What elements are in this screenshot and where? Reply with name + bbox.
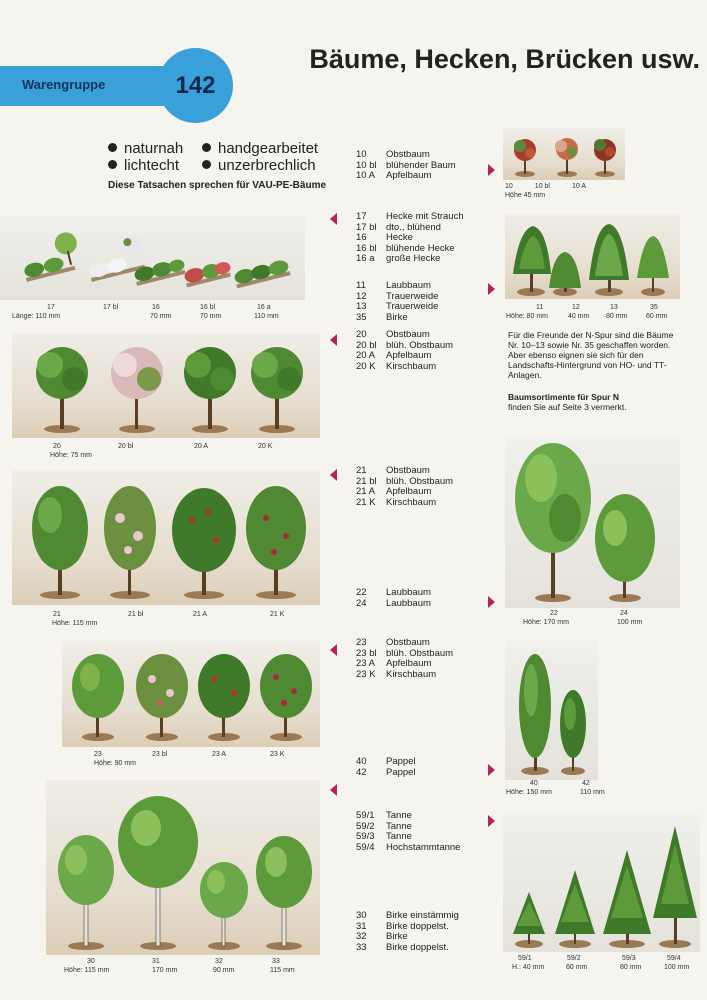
caption-p9-s2: 170 mm: [152, 967, 178, 974]
list-item: 59/1 Tanne: [356, 810, 412, 821]
caption-p9-l1: 30: [87, 958, 95, 965]
bullet-icon: [202, 160, 211, 169]
caption-p6-l1: 22: [550, 610, 558, 617]
caption-p3-s1: Höhe: 80 mm: [506, 313, 549, 320]
list-item: 17 bl dto., blühend: [356, 221, 441, 233]
photo-trees-22-art: [505, 438, 680, 608]
photo-birches-art: [46, 780, 320, 955]
pointer-right-icon: [488, 764, 495, 776]
caption-p5-l2: 21 bl: [128, 611, 144, 618]
list-item: 21 K Kirschbaum: [356, 496, 437, 508]
caption-p9-s4: 115 mm: [270, 967, 295, 974]
bullet-icon: [202, 143, 211, 152]
pointer-left-icon: [330, 644, 337, 656]
group-band: [0, 66, 165, 106]
caption-p3-l2: 12: [572, 304, 580, 311]
photo-trees-21-art: [12, 470, 320, 605]
caption-p1-size: Höhe 45 mm: [505, 192, 546, 199]
feature-list-1: [108, 140, 183, 174]
caption-p8-l2: 42: [582, 780, 590, 787]
caption-p10-l4: 59/4: [667, 955, 681, 962]
tagline: Diese Tatsachen sprechen für VAU-PE-Bäume: [108, 180, 327, 191]
caption-p10-l3: 59/3: [622, 955, 636, 962]
photo-trees-10: [503, 128, 625, 180]
caption-p3-s4: 60 mm: [646, 313, 668, 320]
list-item: 35 Birke: [356, 311, 408, 323]
list-item: 10 A Apfelbaum: [356, 170, 432, 181]
feature-item: lichtecht: [108, 157, 183, 174]
caption-p4-l3: 20 A: [194, 443, 209, 450]
caption-p4-size: Höhe: 75 mm: [50, 452, 93, 459]
caption-p4-l4: 20 K: [258, 443, 273, 450]
photo-trees-23: [62, 641, 320, 747]
caption-p2-l4: 16 bl: [200, 304, 216, 311]
list-item: 42 Pappel: [356, 766, 416, 778]
caption-p6-s2: 100 mm: [617, 619, 643, 626]
caption-p8-s1: Höhe: 150 mm: [506, 789, 552, 796]
caption-p8-l1: 40: [530, 780, 538, 787]
list-trees-23: [356, 638, 453, 680]
caption-p2-s3: 110 mm: [254, 313, 279, 320]
caption-p6-l2: 24: [620, 610, 628, 617]
bullet-icon: [108, 143, 117, 152]
caption-p10-s1: H.: 40 mm: [512, 964, 545, 971]
list-trees-21: [356, 466, 453, 508]
list-item: 32 Birke: [356, 931, 408, 942]
photo-trees-10-art: [503, 128, 625, 180]
caption-p2-size: Länge: 110 mm: [12, 313, 61, 320]
list-item: 22 Laubbaum: [356, 587, 431, 598]
list-item: 23 bl blüh. Obstbaum: [356, 647, 454, 659]
caption-p5-l3: 21 A: [193, 611, 208, 618]
feature-list-2: [202, 140, 318, 174]
list-item: 20 bl blüh. Obstbaum: [356, 339, 454, 351]
photo-willows: [505, 214, 680, 299]
caption-p2-s2: 70 mm: [200, 313, 222, 320]
list-item: 21 A Apfelbaum: [356, 486, 432, 497]
list-item: 33 Birke doppelst.: [356, 941, 449, 953]
list-item: 59/4 Hochstammtanne: [356, 841, 461, 853]
list-item: 10 bl blühender Baum: [356, 159, 456, 171]
caption-p3-l3: 13: [610, 304, 618, 311]
caption-p7-l2: 23 bl: [152, 751, 168, 758]
photo-birches: [46, 780, 320, 955]
caption-p10-l1: 59/1: [518, 955, 532, 962]
pointer-left-icon: [330, 334, 337, 346]
caption-p2-l3: 16: [152, 304, 160, 311]
list-item: 30 Birke einstämmig: [356, 910, 459, 921]
photo-firs-art: [503, 814, 700, 952]
feature-item: naturnah: [108, 140, 183, 157]
caption-p7-l4: 23 K: [270, 751, 285, 758]
caption-p5-l1: 21: [53, 611, 61, 618]
list-item: 23 Obstbaum: [356, 637, 430, 648]
list-item: 31 Birke doppelst.: [356, 920, 449, 932]
list-item: 59/3 Tanne: [356, 831, 412, 842]
caption-p9-l2: 31: [152, 958, 160, 965]
photo-trees-20: [12, 333, 320, 438]
note-n-spur: Für die Freunde der N-Spur sind die Bäume Nr. 10–13 sowie Nr. 35 geschaffen worden. Aber ebenso eignen sie sich für den Landschafts-Hintergrund von HO- und TT-Anlagen.: [508, 330, 674, 380]
caption-p7-l1: 23: [94, 751, 102, 758]
list-item: 23 K Kirschbaum: [356, 668, 437, 680]
caption-p10-s2: 60 mm: [566, 964, 588, 971]
caption-p9-l4: 33: [272, 958, 280, 965]
list-item: 59/2 Tanne: [356, 820, 412, 832]
caption-p8-s2: 110 mm: [580, 789, 605, 796]
caption-p7-size: Höhe: 90 mm: [94, 760, 137, 767]
caption-p9-s3: 90 mm: [213, 967, 235, 974]
caption-p5-size: Höhe: 115 mm: [52, 620, 98, 627]
list-item: 10 Obstbaum: [356, 149, 430, 160]
caption-p5-l4: 21 K: [270, 611, 285, 618]
photo-trees-20-art: [12, 333, 320, 438]
list-item: 11 Laubbaum: [356, 280, 431, 291]
caption-p2-l5: 16 a: [257, 304, 271, 311]
pointer-left-icon: [330, 784, 337, 796]
list-item: 16 a große Hecke: [356, 253, 441, 264]
pointer-right-icon: [488, 164, 495, 176]
list-item: 21 bl blüh. Obstbaum: [356, 475, 454, 487]
list-trees-22: [356, 588, 431, 609]
list-poplars: [356, 757, 416, 778]
assortment-text: finden Sie auf Seite 3 vermerkt.: [508, 402, 627, 412]
list-trees-20: [356, 330, 453, 372]
caption-p4-l2: 20 bl: [118, 443, 134, 450]
photo-hedges-art: [0, 216, 305, 300]
group-number-badge: 142: [158, 48, 233, 123]
caption-p3-l1: 11: [536, 304, 544, 311]
list-item: 20 Obstbaum: [356, 329, 430, 340]
photo-trees-23-art: [62, 641, 320, 747]
list-item: 21 Obstbaum: [356, 465, 430, 476]
feature-item: unzerbrechlich: [202, 157, 318, 174]
page-title: Bäume, Hecken, Brücken usw.: [309, 44, 700, 74]
list-item: 16 Hecke: [356, 232, 413, 243]
list-item: 40 Pappel: [356, 756, 416, 767]
caption-p1: 10 10 bl 10 A: [505, 183, 586, 190]
photo-poplars-art: [505, 640, 598, 780]
photo-trees-22: [505, 438, 680, 608]
list-firs: [356, 811, 460, 853]
caption-p3-l4: 35: [650, 304, 658, 311]
caption-p10-l2: 59/2: [567, 955, 581, 962]
caption-p4-l1: 20: [53, 443, 61, 450]
pointer-left-icon: [330, 213, 337, 225]
caption-p9-l3: 32: [215, 958, 223, 965]
list-item: 20 K Kirschbaum: [356, 360, 437, 372]
photo-poplars: [505, 640, 598, 780]
list-willows: [356, 281, 438, 323]
list-item: 24 Laubbaum: [356, 597, 431, 609]
list-item: 17 Hecke mit Strauch: [356, 211, 464, 222]
list-item: 12 Trauerweide: [356, 290, 439, 302]
list-10: [356, 150, 456, 182]
feature-item: handgearbeitet: [202, 140, 318, 157]
list-item: 16 bl blühende Hecke: [356, 242, 455, 254]
pointer-right-icon: [488, 596, 495, 608]
photo-hedges: [0, 216, 305, 300]
caption-p6-s1: Höhe: 170 mm: [523, 619, 569, 626]
pointer-right-icon: [488, 815, 495, 827]
caption-p2-l1: 17: [47, 304, 55, 311]
list-item: 20 A Apfelbaum: [356, 350, 432, 361]
list-birches: [356, 911, 459, 953]
caption-p7-l3: 23 A: [212, 751, 227, 758]
list-item: 23 A Apfelbaum: [356, 658, 432, 669]
caption-p10-s3: 80 mm: [620, 964, 642, 971]
caption-p2-s1: 70 mm: [150, 313, 172, 320]
pointer-left-icon: [330, 469, 337, 481]
list-item: 13 Trauerweide: [356, 301, 439, 312]
photo-trees-21: [12, 470, 320, 605]
assortment-title: Baumsortimente für Spur N: [508, 392, 619, 402]
caption-p10-s4: 100 mm: [664, 964, 690, 971]
caption-p3-s2: 40 mm: [568, 313, 590, 320]
bullet-icon: [108, 160, 117, 169]
pointer-right-icon: [488, 283, 495, 295]
caption-p3-s3: 80 mm: [606, 313, 628, 320]
photo-willows-art: [505, 214, 680, 299]
list-hedges: [356, 212, 464, 265]
caption-p2-l2: 17 bl: [103, 304, 119, 311]
group-label: Warengruppe: [22, 77, 106, 92]
photo-firs: [503, 814, 700, 952]
caption-p9-s1: Höhe: 115 mm: [64, 967, 110, 974]
